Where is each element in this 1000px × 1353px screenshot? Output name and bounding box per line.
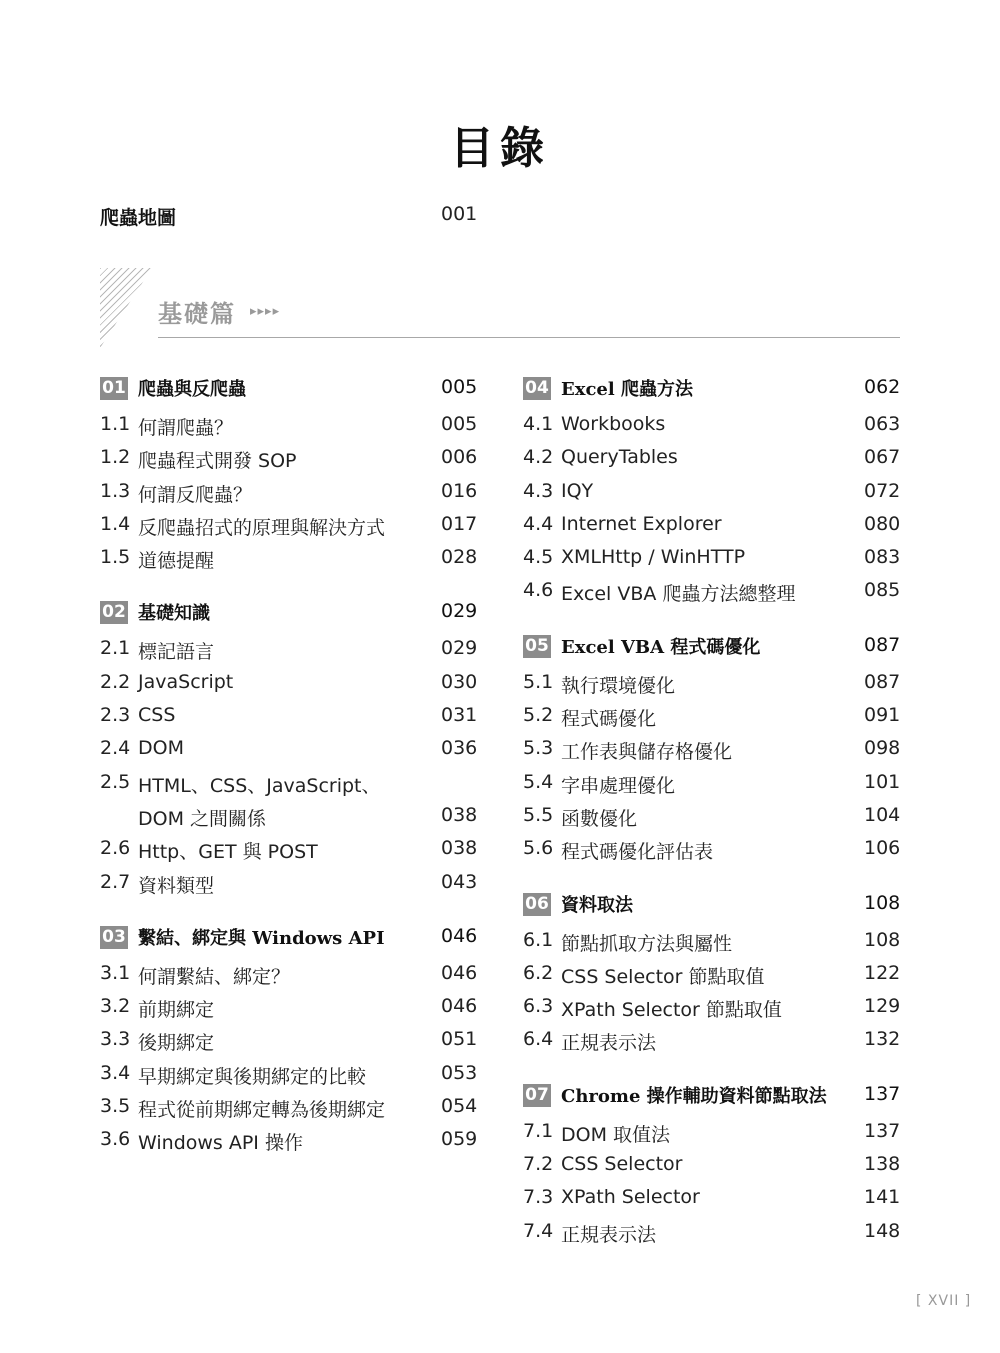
section-page: 098 bbox=[864, 737, 901, 760]
section-number: 3.6 bbox=[100, 1128, 131, 1151]
section-page: 083 bbox=[864, 546, 901, 569]
section-number: 2.5 bbox=[100, 770, 131, 793]
section-entry bbox=[100, 734, 478, 767]
chapter-page: 046 bbox=[441, 924, 478, 947]
section-page: 017 bbox=[441, 512, 478, 535]
section-entry bbox=[523, 477, 901, 510]
section-entry bbox=[523, 801, 901, 834]
section-entry bbox=[523, 576, 901, 609]
toc-right-column bbox=[523, 372, 901, 1250]
section-title: 標記語言 bbox=[138, 641, 215, 664]
section-title: 何謂爬蟲？ bbox=[138, 417, 234, 439]
arrows-icon: ▸▸▸▸ bbox=[250, 304, 281, 319]
section-entry bbox=[100, 410, 478, 443]
section-page: 063 bbox=[864, 413, 901, 435]
section-page: 087 bbox=[864, 670, 901, 693]
section-number: 5.1 bbox=[523, 670, 554, 693]
section-title: 工作表與儲存格優化 bbox=[561, 741, 733, 764]
section-title: XPath Selector bbox=[561, 1186, 700, 1209]
section-entry bbox=[100, 668, 478, 701]
section-page: 031 bbox=[441, 704, 478, 727]
section-page: 101 bbox=[864, 770, 901, 793]
section-number: 4.5 bbox=[523, 546, 554, 569]
chapter-title: Excel VBA 程式碼優化 bbox=[561, 636, 761, 658]
section-title: 何謂反爬蟲？ bbox=[138, 483, 253, 506]
section-page: 106 bbox=[864, 837, 901, 860]
section-entry bbox=[100, 801, 478, 834]
section-page: 085 bbox=[864, 579, 901, 602]
chapter-page: 087 bbox=[864, 633, 901, 656]
section-number: 1.2 bbox=[100, 446, 131, 469]
section-entry bbox=[100, 992, 478, 1025]
section-number: 4.3 bbox=[523, 479, 554, 502]
section-page: 046 bbox=[441, 961, 478, 984]
section-page: 067 bbox=[864, 446, 901, 469]
section-number: 3.3 bbox=[100, 1028, 131, 1051]
section-title: 正規表示法 bbox=[561, 1032, 657, 1055]
section-page: 054 bbox=[441, 1095, 478, 1118]
part-label: 基礎篇 bbox=[158, 300, 236, 328]
section-page: 046 bbox=[441, 995, 478, 1018]
section-number: 4.2 bbox=[523, 446, 554, 469]
section-entry bbox=[100, 868, 478, 901]
section-entry bbox=[523, 443, 901, 476]
section-page: 029 bbox=[441, 637, 478, 660]
section-number: 3.2 bbox=[100, 995, 131, 1018]
section-title: 早期綁定與後期綁定的比較 bbox=[138, 1065, 367, 1088]
section-title: DOM 之間關係 bbox=[138, 807, 267, 830]
hatch-decoration bbox=[100, 268, 152, 348]
section-title: 後期綁定 bbox=[138, 1032, 215, 1055]
section-entry bbox=[100, 1092, 478, 1125]
chapter-title: Chrome 操作輔助資料節點取法 bbox=[561, 1085, 827, 1107]
section-title: DOM 取值法 bbox=[561, 1123, 671, 1146]
section-title: 前期綁定 bbox=[138, 999, 215, 1022]
section-page: 148 bbox=[864, 1219, 901, 1242]
section-number: 7.3 bbox=[523, 1186, 554, 1209]
section-page: 005 bbox=[441, 413, 478, 435]
section-title: CSS Selector 節點取值 bbox=[561, 965, 765, 988]
section-number: 6.4 bbox=[523, 1028, 554, 1051]
section-entry bbox=[100, 634, 478, 667]
section-page: 006 bbox=[441, 446, 478, 469]
section-number: 1.5 bbox=[100, 546, 131, 569]
chapter-block bbox=[523, 1079, 901, 1250]
section-title: 資料類型 bbox=[138, 874, 215, 897]
section-number: 5.5 bbox=[523, 803, 554, 826]
section-title: 節點抓取方法與屬性 bbox=[561, 932, 733, 955]
chapter-number-badge: 04 bbox=[523, 377, 551, 400]
section-title: 字串處理優化 bbox=[561, 774, 676, 797]
section-number: 6.1 bbox=[523, 928, 554, 951]
section-title: Internet Explorer bbox=[561, 512, 722, 535]
chapter-number-badge: 03 bbox=[100, 926, 128, 949]
section-entry bbox=[523, 992, 901, 1025]
section-title: 程式從前期綁定轉為後期綁定 bbox=[138, 1099, 386, 1122]
section-entry bbox=[523, 926, 901, 959]
chapter-number-badge: 05 bbox=[523, 635, 551, 658]
section-entry bbox=[100, 834, 478, 867]
section-page: 016 bbox=[441, 479, 478, 502]
section-entry bbox=[100, 510, 478, 543]
section-entry bbox=[523, 768, 901, 801]
section-entry bbox=[523, 959, 901, 992]
section-page: 108 bbox=[864, 928, 901, 951]
section-number: 7.2 bbox=[523, 1153, 554, 1176]
chapter-page: 062 bbox=[864, 376, 901, 398]
section-page: 132 bbox=[864, 1028, 901, 1051]
chapter-block bbox=[100, 921, 478, 1159]
section-number: 2.7 bbox=[100, 870, 131, 893]
chapter-block bbox=[523, 630, 901, 868]
section-page: 036 bbox=[441, 737, 478, 760]
section-entry bbox=[523, 1150, 901, 1183]
map-entry-page: 001 bbox=[441, 203, 478, 225]
section-title: 執行環境優化 bbox=[561, 674, 676, 697]
section-title: 道德提醒 bbox=[138, 550, 215, 573]
section-entry bbox=[100, 477, 478, 510]
section-title: Http、GET 與 POST bbox=[138, 841, 318, 864]
section-number: 5.6 bbox=[523, 837, 554, 860]
chapter-block bbox=[100, 596, 478, 900]
section-title: JavaScript bbox=[138, 670, 234, 693]
section-page: 080 bbox=[864, 512, 901, 535]
section-title: Windows API 操作 bbox=[138, 1132, 303, 1155]
section-number: 5.3 bbox=[523, 737, 554, 760]
chapter-heading bbox=[100, 921, 478, 959]
section-page: 072 bbox=[864, 479, 901, 502]
chapter-heading bbox=[523, 372, 901, 410]
chapter-block bbox=[523, 888, 901, 1059]
section-page: 137 bbox=[864, 1119, 901, 1142]
section-entry bbox=[100, 701, 478, 734]
section-title: 正規表示法 bbox=[561, 1223, 657, 1246]
section-page: 053 bbox=[441, 1061, 478, 1084]
chapter-title: Excel 爬蟲方法 bbox=[561, 379, 693, 400]
section-title: CSS Selector bbox=[561, 1153, 683, 1176]
chapter-title: 資料取法 bbox=[561, 894, 633, 916]
chapter-heading bbox=[523, 630, 901, 668]
section-entry bbox=[523, 543, 901, 576]
section-number: 2.4 bbox=[100, 737, 131, 760]
section-title: QueryTables bbox=[561, 446, 678, 469]
section-number: 1.1 bbox=[100, 413, 131, 435]
section-number: 2.3 bbox=[100, 704, 131, 727]
map-entry-title: 爬蟲地圖 bbox=[100, 207, 177, 229]
section-number: 4.1 bbox=[523, 413, 554, 435]
chapter-page: 137 bbox=[864, 1082, 901, 1105]
section-page: 122 bbox=[864, 961, 901, 984]
page-number: [ XVII ] bbox=[916, 1293, 972, 1309]
section-entry bbox=[523, 701, 901, 734]
section-title: 函數優化 bbox=[561, 807, 638, 830]
part-banner bbox=[100, 268, 900, 348]
section-entry bbox=[523, 668, 901, 701]
section-title: DOM bbox=[138, 737, 184, 760]
section-number: 7.4 bbox=[523, 1219, 554, 1242]
section-page: 138 bbox=[864, 1153, 901, 1176]
section-number: 6.3 bbox=[523, 995, 554, 1018]
section-entry bbox=[523, 834, 901, 867]
section-number: 1.4 bbox=[100, 512, 131, 535]
section-title: CSS bbox=[138, 704, 176, 727]
section-entry bbox=[100, 443, 478, 476]
chapter-page: 005 bbox=[441, 376, 478, 398]
chapter-page: 108 bbox=[864, 891, 901, 914]
section-page: 104 bbox=[864, 803, 901, 826]
section-page: 141 bbox=[864, 1186, 901, 1209]
section-entry bbox=[100, 768, 475, 801]
chapter-heading bbox=[100, 372, 478, 410]
section-entry bbox=[523, 1025, 901, 1058]
section-number: 6.2 bbox=[523, 961, 554, 984]
section-number: 5.4 bbox=[523, 770, 554, 793]
section-number: 1.3 bbox=[100, 479, 131, 502]
toc-left-column bbox=[100, 372, 478, 1159]
section-number: 2.6 bbox=[100, 837, 131, 860]
section-number: 7.1 bbox=[523, 1119, 554, 1142]
chapter-heading bbox=[523, 888, 901, 926]
chapter-title: 基礎知識 bbox=[138, 603, 210, 625]
chapter-page: 029 bbox=[441, 600, 478, 623]
section-title: Excel VBA 爬蟲方法總整理 bbox=[561, 583, 796, 606]
chapter-number-badge: 07 bbox=[523, 1084, 551, 1107]
section-entry bbox=[100, 1025, 478, 1058]
section-page: 038 bbox=[441, 837, 478, 860]
section-number: 3.1 bbox=[100, 961, 131, 984]
chapter-title: 爬蟲與反爬蟲 bbox=[138, 379, 246, 400]
map-entry bbox=[100, 203, 478, 233]
section-title: 程式碼優化評估表 bbox=[561, 841, 714, 864]
section-page: 091 bbox=[864, 704, 901, 727]
section-number: 4.4 bbox=[523, 512, 554, 535]
section-title: HTML、CSS、JavaScript、 bbox=[138, 774, 381, 797]
section-title: 何謂繫結、綁定？ bbox=[138, 965, 291, 988]
section-page: 129 bbox=[864, 995, 901, 1018]
chapter-number-badge: 06 bbox=[523, 893, 551, 916]
section-title: IQY bbox=[561, 479, 594, 502]
section-entry bbox=[523, 734, 901, 767]
section-title: XMLHttp / WinHTTP bbox=[561, 546, 746, 569]
section-entry bbox=[523, 1217, 901, 1250]
chapter-heading bbox=[100, 596, 478, 634]
section-entry bbox=[100, 959, 478, 992]
section-entry bbox=[523, 510, 901, 543]
section-number: 3.5 bbox=[100, 1095, 131, 1118]
section-title: Workbooks bbox=[561, 413, 666, 435]
section-page: 030 bbox=[441, 670, 478, 693]
chapter-number-badge: 01 bbox=[100, 377, 128, 400]
chapter-title: 繫結、綁定與 Windows API bbox=[138, 927, 385, 949]
section-entry bbox=[100, 1059, 478, 1092]
section-title: XPath Selector 節點取值 bbox=[561, 999, 782, 1022]
chapter-block bbox=[523, 372, 901, 610]
section-page: 059 bbox=[441, 1128, 478, 1151]
chapter-heading bbox=[523, 1079, 901, 1117]
part-divider bbox=[158, 337, 900, 338]
section-page: 051 bbox=[441, 1028, 478, 1051]
page-title: 目錄 bbox=[450, 123, 550, 174]
chapter-block bbox=[100, 372, 478, 576]
section-entry bbox=[523, 1183, 901, 1216]
section-page: 038 bbox=[441, 803, 478, 826]
section-page: 043 bbox=[441, 870, 478, 893]
section-entry bbox=[523, 1117, 901, 1150]
section-title: 程式碼優化 bbox=[561, 708, 657, 731]
section-entry bbox=[523, 410, 901, 443]
section-number: 5.2 bbox=[523, 704, 554, 727]
section-title: 爬蟲程式開發 SOP bbox=[138, 450, 297, 473]
section-title: 反爬蟲招式的原理與解決方式 bbox=[138, 516, 386, 539]
section-number: 4.6 bbox=[523, 579, 554, 602]
section-number: 2.1 bbox=[100, 637, 131, 660]
chapter-number-badge: 02 bbox=[100, 601, 128, 624]
section-entry bbox=[100, 1125, 478, 1158]
section-number: 2.2 bbox=[100, 670, 131, 693]
section-entry bbox=[100, 543, 478, 576]
section-number: 3.4 bbox=[100, 1061, 131, 1084]
section-page: 028 bbox=[441, 546, 478, 569]
